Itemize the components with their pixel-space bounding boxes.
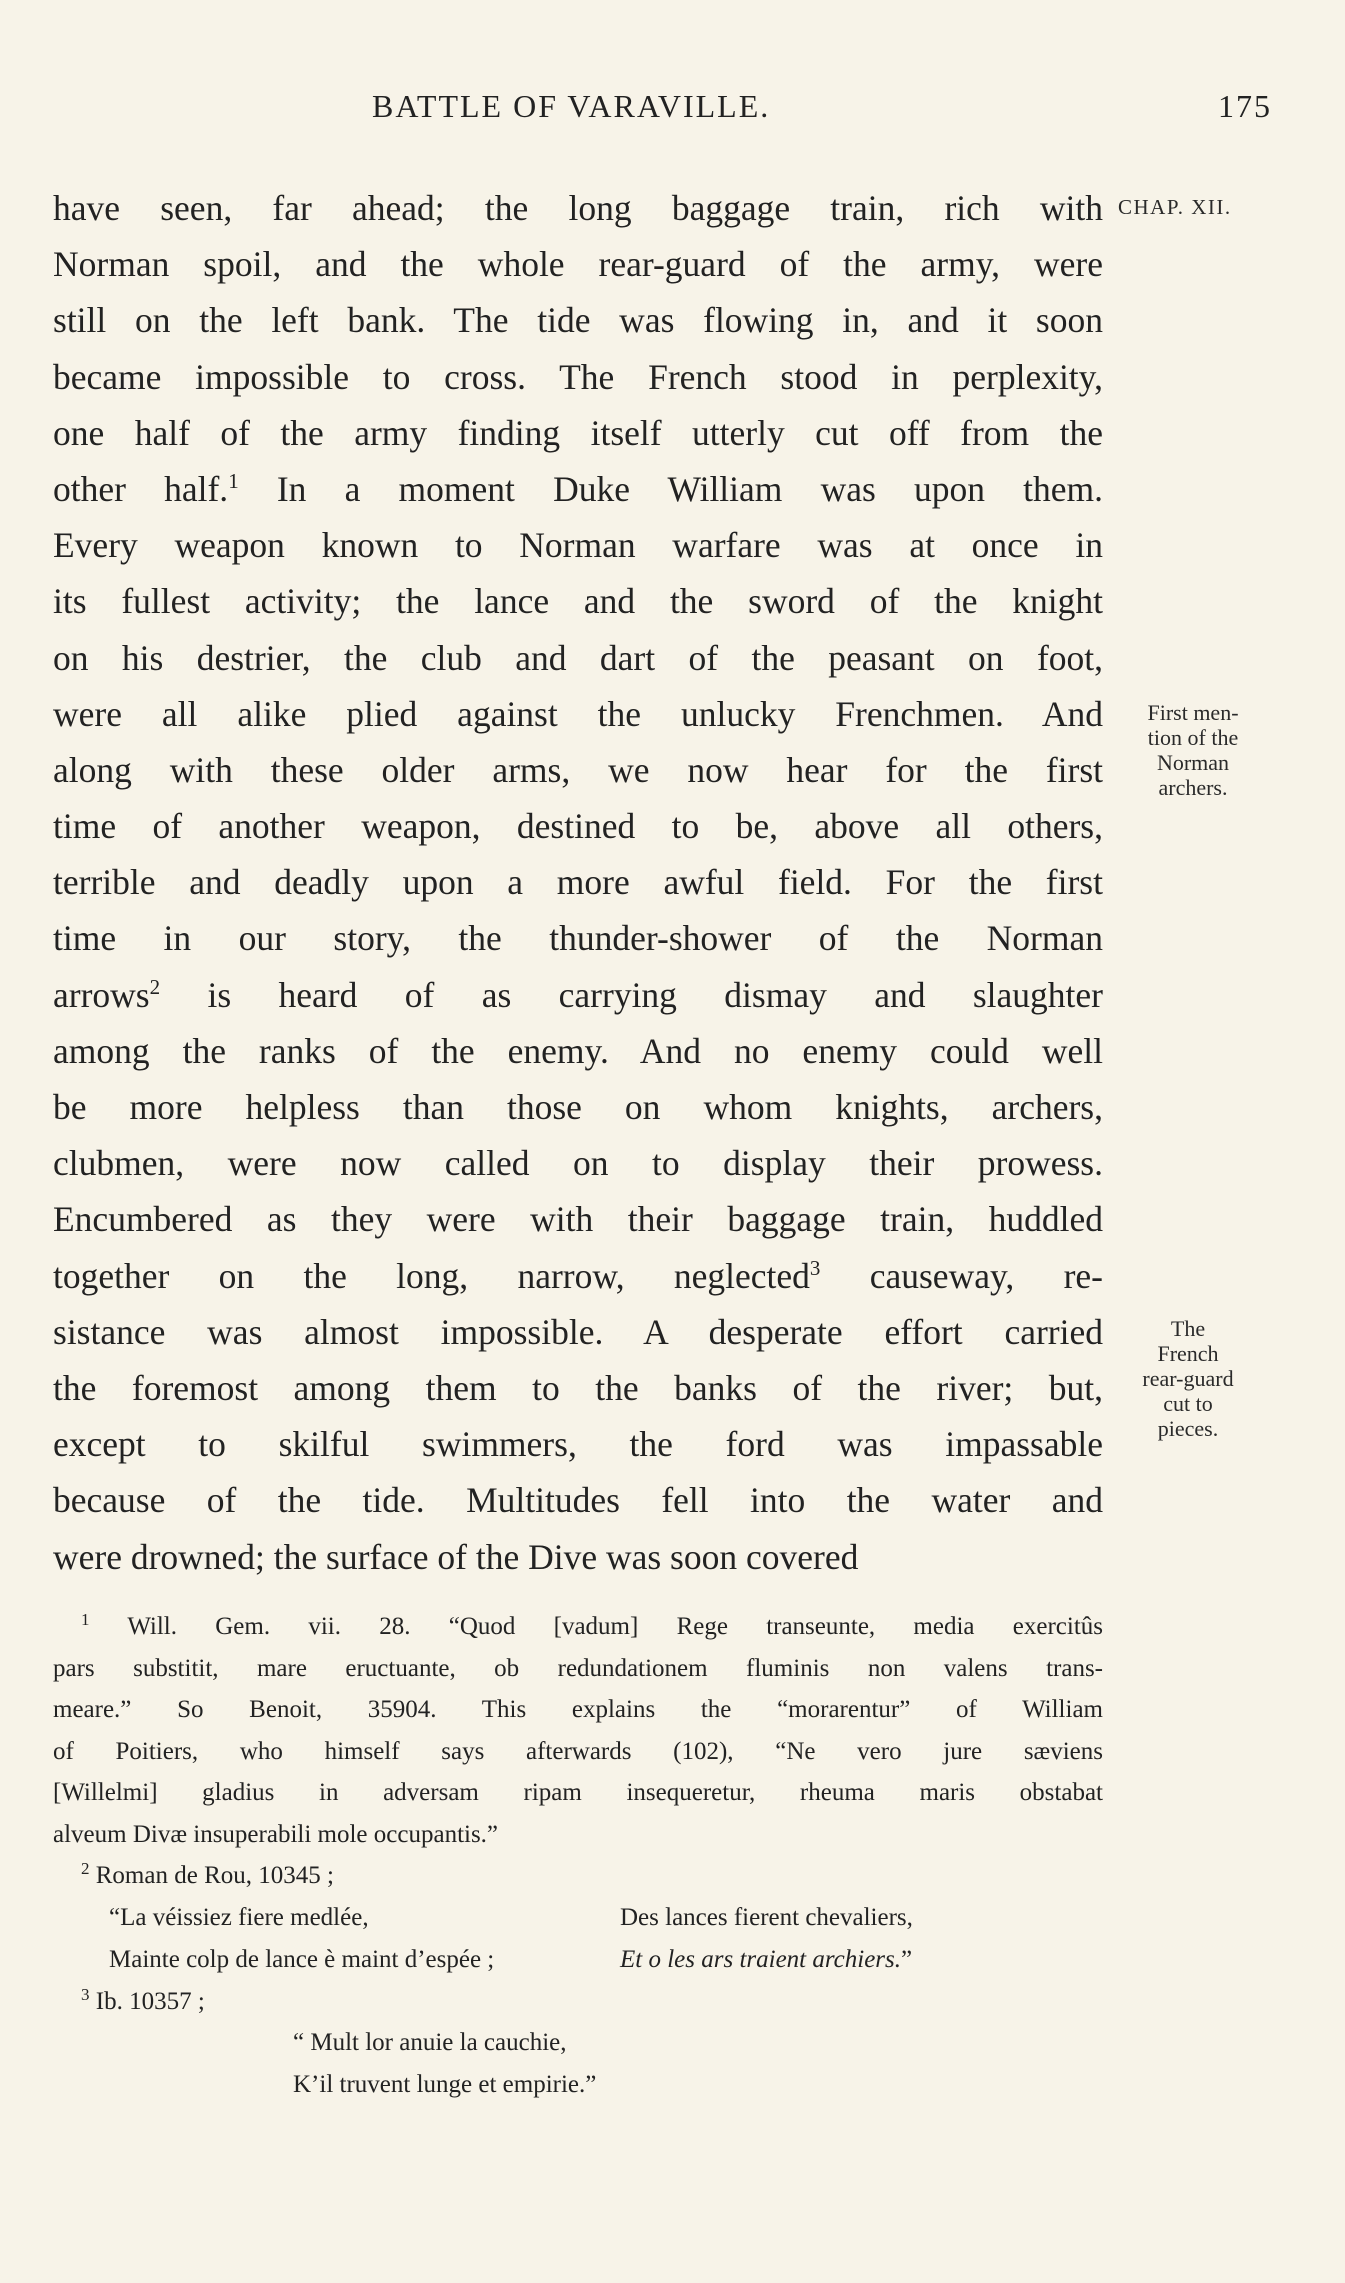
body-line: because of the tide. Multitudes fell into the water and <box>53 1480 1103 1521</box>
body-line: sistance was almost impossible. A desperate effort carried <box>53 1311 1103 1352</box>
footnote-text: Ib. 10357 ; <box>95 1987 205 2015</box>
body-line <box>53 1248 1103 1304</box>
body-line: Norman spoil, and the whole rear-guard of the army, were <box>53 244 1103 285</box>
footnote-3-intro <box>53 1981 1103 2023</box>
body-line: became impossible to cross. The French stood in perplexity, <box>53 356 1103 397</box>
footnote-1-line: [Willelmi] gladius in adversam ripam insequeretur, rheuma maris obstabat <box>53 1779 1103 1806</box>
sidenote-line: The <box>1170 1316 1206 1341</box>
body-line: clubmen, were now called on to display their prowess. <box>53 1143 1103 1184</box>
footnote-1-line: of Poitiers, who himself says afterwards (102), “Ne vero jure sæviens <box>53 1737 1103 1765</box>
sidenote-line: French <box>1157 1341 1219 1366</box>
footnote-text: Will. Gem. vii. 28. “Quod [vadum] Rege transeunte, media exercitûs <box>127 1613 1103 1640</box>
body-line: terrible and deadly upon a more awful field. For the first <box>53 862 1103 903</box>
body-line: along with these older arms, we now hear for the first <box>53 749 1103 790</box>
verse-line: “La véissiez fiere medlée, <box>109 1903 369 1931</box>
body-line: still on the left bank. The tide was flowing in, and it soon <box>53 300 1103 341</box>
verse-quote: ” <box>901 1945 913 1973</box>
footnote-ref-1: 1 <box>228 468 239 493</box>
footnote-1-line: alveum Divæ insuperabili mole occupantis.” <box>53 1820 499 1848</box>
sidenote-chapter-label: CHAP. XII. <box>1118 195 1232 219</box>
page-number: 175 <box>1218 88 1272 124</box>
body-line-text: causeway, re- <box>820 1255 1104 1296</box>
footnote-marker: 2 <box>81 1859 90 1878</box>
body-line: on his destrier, the club and dart of the peasant on foot, <box>53 637 1103 678</box>
body-line: except to skilful swimmers, the ford was impassable <box>53 1424 1103 1465</box>
body-line: were drowned; the surface of the Dive was soon covered <box>53 1536 859 1577</box>
body-line: were all alike plied against the unlucky Frenchmen. And <box>53 693 1103 734</box>
sidenote-line: cut to <box>1163 1391 1213 1416</box>
body-line: time in our story, the thunder-shower of the Norman <box>53 918 1103 959</box>
sidenote-line: First men- <box>1147 700 1239 725</box>
footnote-ref-2: 2 <box>149 974 161 999</box>
verse-line <box>620 1939 1103 1981</box>
body-line: Every weapon known to Norman warfare was at once in <box>53 525 1103 566</box>
footnote-marker: 1 <box>81 1610 90 1629</box>
running-head <box>0 88 1345 138</box>
sidenote-line: archers. <box>1158 775 1228 800</box>
body-line-text: together on the long, narrow, neglected <box>53 1255 810 1296</box>
body-line <box>53 967 1103 1023</box>
verse-line: Mainte colp de lance è maint d’espée ; <box>109 1945 495 1973</box>
sidenote-archers <box>1098 700 1288 800</box>
footnote-text: Roman de Rou, 10345 ; <box>95 1862 334 1889</box>
footnotes <box>53 1606 1103 2106</box>
footnote-1-line: meare.” So Benoit, 35904. This explains the “morarentur” of William <box>53 1696 1103 1723</box>
body-line: one half of the army finding itself utterly cut off from the <box>53 412 1103 453</box>
body-line: Encumbered as they were with their baggage train, huddled <box>53 1199 1103 1240</box>
body-text <box>53 180 1103 1585</box>
footnote-1-line: pars substitit, mare eructuante, ob redundationem fluminis non valens trans- <box>53 1654 1103 1682</box>
body-line-text: other half. <box>53 468 229 509</box>
verse-italic: Et o les ars traient archiers. <box>620 1945 902 1973</box>
footnote-2-intro <box>53 1855 1103 1897</box>
sidenote-chapter <box>1118 195 1232 220</box>
footnote-2-verse-row <box>53 1939 1103 1981</box>
sidenote-line: rear-guard <box>1142 1366 1234 1391</box>
body-line-text: is heard of as carrying dismay and slaughter <box>160 974 1103 1015</box>
body-line: be more helpless than those on whom knights, archers, <box>53 1087 1103 1127</box>
body-line: the foremost among them to the banks of the river; but, <box>53 1367 1103 1408</box>
sidenote-line: Norman <box>1156 750 1230 775</box>
body-line <box>53 461 1103 517</box>
footnote-2-verse-row <box>53 1897 1103 1939</box>
body-line: among the ranks of the enemy. And no enemy could well <box>53 1030 1103 1071</box>
body-line-text: arrows <box>53 974 150 1015</box>
sidenote-line: pieces. <box>1157 1416 1219 1441</box>
footnote-ref-3: 3 <box>809 1255 821 1280</box>
verse-line: “ Mult lor anuie la cauchie, <box>293 2029 567 2056</box>
body-line-text: In a moment Duke William was upon them. <box>238 468 1103 509</box>
verse-line: Des lances fierent chevaliers, <box>620 1903 913 1931</box>
running-title: BATTLE OF VARAVILLE. <box>372 88 771 124</box>
body-line: its fullest activity; the lance and the sword of the knight <box>53 581 1103 622</box>
sidenote-rearguard <box>1098 1316 1278 1441</box>
footnote-1-line <box>53 1606 1103 1648</box>
sidenote-line: tion of the <box>1147 725 1239 750</box>
body-line: have seen, far ahead; the long baggage train, rich with <box>53 188 1103 228</box>
footnote-marker: 3 <box>81 1984 90 2004</box>
body-line: time of another weapon, destined to be, above all others, <box>53 806 1103 847</box>
verse-line: K’il truvent lunge et empirie.” <box>293 2071 597 2098</box>
